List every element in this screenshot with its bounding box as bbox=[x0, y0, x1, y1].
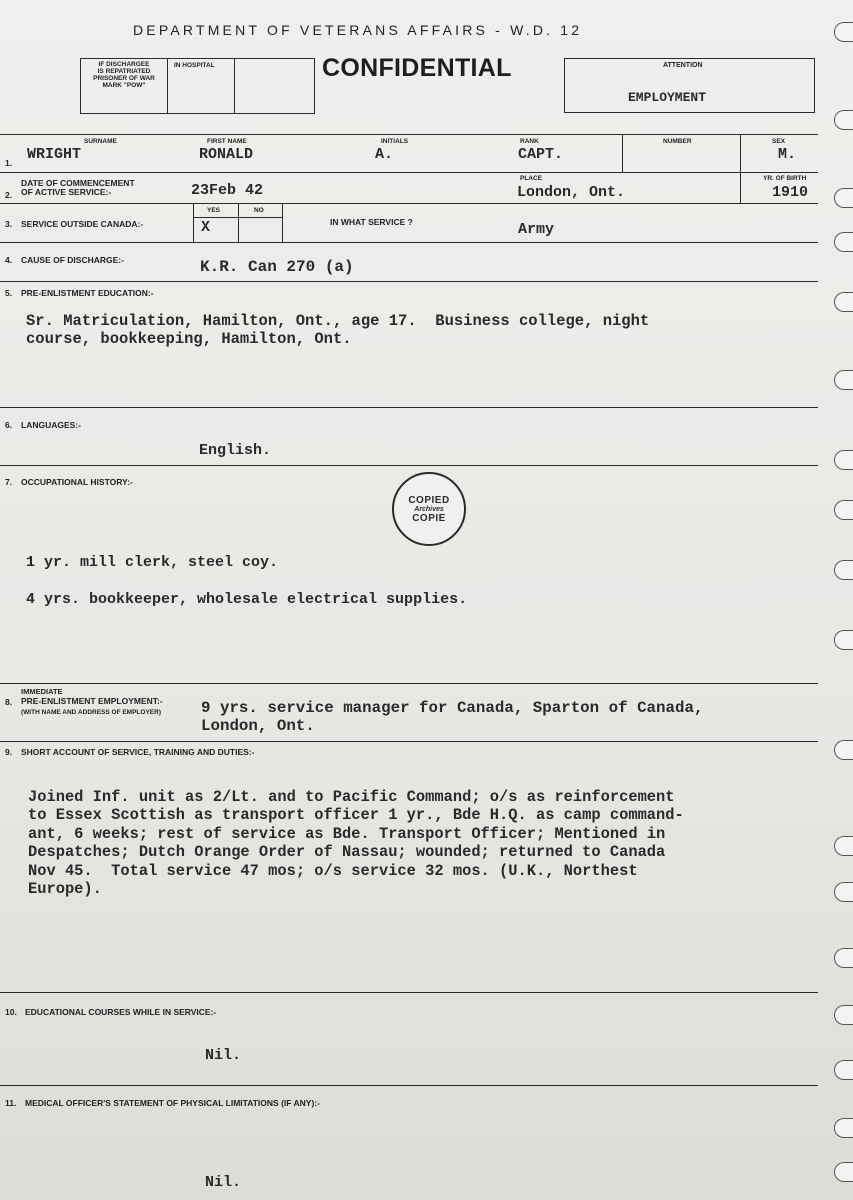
initials-value: A. bbox=[375, 146, 394, 163]
punch-hole bbox=[834, 1005, 853, 1025]
stamp-top-text: COPIED bbox=[408, 494, 450, 506]
punch-hole bbox=[834, 1162, 853, 1182]
punch-hole bbox=[834, 500, 853, 520]
surname-value: WRIGHT bbox=[27, 146, 82, 163]
punch-hole bbox=[834, 1060, 853, 1080]
row8-number: 8. bbox=[5, 697, 13, 707]
short-account-value: Joined Inf. unit as 2/Lt. and to Pacific Command; o/s as reinforcement to Essex Scottish as transport officer 1 yr., Bde H.Q. as camp command- ant, 6 weeks; rest of service as Bde. Transport Officer; Mentioned in Despatches; Dutch Orange Order of Nassau; wounded; returned to Canada Nov 45. Total service 47 mos; o/s service 32 mos. (U.K., Northest Europe). bbox=[28, 788, 684, 899]
first-name-value: RONALD bbox=[199, 146, 254, 163]
punch-hole bbox=[834, 882, 853, 902]
short-account-label: SHORT ACCOUNT OF SERVICE, TRAINING AND DUTIES:- bbox=[21, 747, 255, 757]
commencement-label-2: OF ACTIVE SERVICE:- bbox=[21, 187, 112, 197]
educational-courses-value: Nil. bbox=[205, 1047, 242, 1064]
educational-courses-label: EDUCATIONAL COURSES WHILE IN SERVICE:- bbox=[25, 1007, 217, 1017]
department-title: DEPARTMENT OF VETERANS AFFAIRS - W.D. 12 bbox=[133, 22, 583, 38]
sex-label: SEX bbox=[772, 138, 786, 145]
punch-hole bbox=[834, 450, 853, 470]
birth-year-label: YR. OF BIRTH bbox=[763, 175, 807, 182]
row6-number: 6. bbox=[5, 420, 13, 430]
row4-number: 4. bbox=[5, 255, 13, 265]
punch-hole bbox=[834, 22, 853, 42]
punch-hole bbox=[834, 836, 853, 856]
punch-hole bbox=[834, 110, 853, 130]
in-hospital-label: IN HOSPITAL bbox=[174, 62, 215, 69]
first-name-label: FIRST NAME bbox=[207, 138, 247, 145]
yes-label: YES bbox=[207, 207, 221, 214]
punch-hole bbox=[834, 370, 853, 390]
occupation-line-2: 4 yrs. bookkeeper, wholesale electrical supplies. bbox=[26, 591, 468, 608]
service-outside-label: SERVICE OUTSIDE CANADA:- bbox=[21, 219, 144, 229]
row10-number: 10. bbox=[5, 1007, 17, 1017]
immediate-label: IMMEDIATE bbox=[21, 687, 63, 696]
pow-label: IF DISCHARGEE IS REPATRIATED PRISONER OF WAR MARK "POW" bbox=[93, 61, 155, 89]
row9-number: 9. bbox=[5, 747, 13, 757]
place-value: London, Ont. bbox=[517, 184, 626, 201]
punch-hole bbox=[834, 292, 853, 312]
no-label: NO bbox=[254, 207, 264, 214]
punch-hole bbox=[834, 232, 853, 252]
stamp-mid-text: Archives bbox=[414, 505, 444, 513]
punch-hole bbox=[834, 188, 853, 208]
sex-value: M. bbox=[778, 146, 797, 163]
row7-number: 7. bbox=[5, 477, 13, 487]
cause-of-discharge-value: K.R. Can 270 (a) bbox=[200, 258, 354, 276]
punch-hole bbox=[834, 948, 853, 968]
rank-label: RANK bbox=[520, 138, 539, 145]
in-what-service-label: IN WHAT SERVICE ? bbox=[330, 217, 413, 227]
languages-label: LANGUAGES:- bbox=[21, 420, 81, 430]
occupation-line-1: 1 yr. mill clerk, steel coy. bbox=[26, 554, 279, 571]
pre-enlistment-employment-value: 9 yrs. service manager for Canada, Sparton of Canada, London, Ont. bbox=[201, 699, 704, 735]
row5-number: 5. bbox=[5, 288, 13, 298]
cause-of-discharge-label: CAUSE OF DISCHARGE:- bbox=[21, 255, 124, 265]
punch-hole bbox=[834, 560, 853, 580]
attention-value: EMPLOYMENT bbox=[628, 90, 707, 105]
punch-hole bbox=[834, 630, 853, 650]
row1-number: 1. bbox=[5, 158, 13, 168]
pre-enlistment-education-value: Sr. Matriculation, Hamilton, Ont., age 17. Business college, night course, bookkeeping, Hamilton, Ont. bbox=[26, 312, 650, 348]
confidential-title: CONFIDENTIAL bbox=[322, 54, 512, 82]
initials-label: INITIALS bbox=[381, 138, 409, 145]
pre-enlistment-education-label: PRE-ENLISTMENT EDUCATION:- bbox=[21, 288, 154, 298]
birth-year-value: 1910 bbox=[772, 184, 809, 201]
row3-number: 3. bbox=[5, 219, 13, 229]
copied-stamp bbox=[392, 472, 466, 546]
stamp-bottom-text: COPIE bbox=[412, 512, 446, 524]
yes-mark: X bbox=[201, 219, 211, 236]
place-label: PLACE bbox=[520, 175, 543, 182]
medical-statement-label: MEDICAL OFFICER'S STATEMENT OF PHYSICAL LIMITATIONS (IF ANY):- bbox=[25, 1098, 320, 1108]
row2-number: 2. bbox=[5, 190, 13, 200]
punch-hole bbox=[834, 740, 853, 760]
number-label: NUMBER bbox=[663, 138, 692, 145]
commencement-label-1: DATE OF COMMENCEMENT bbox=[21, 178, 135, 188]
surname-label: SURNAME bbox=[84, 138, 117, 145]
service-value: Army bbox=[518, 221, 555, 238]
languages-value: English. bbox=[199, 442, 272, 459]
row11-number: 11. bbox=[5, 1098, 17, 1108]
rank-value: CAPT. bbox=[518, 146, 564, 163]
attention-label: ATTENTION bbox=[663, 62, 703, 69]
pre-enlistment-employment-label: PRE-ENLISTMENT EMPLOYMENT:- bbox=[21, 696, 163, 706]
commencement-date: 23Feb 42 bbox=[191, 182, 264, 199]
employer-note-label: (WITH NAME AND ADDRESS OF EMPLOYER) bbox=[21, 709, 161, 716]
medical-statement-value: Nil. bbox=[205, 1174, 242, 1191]
punch-hole bbox=[834, 1118, 853, 1138]
occupational-history-label: OCCUPATIONAL HISTORY:- bbox=[21, 477, 133, 487]
